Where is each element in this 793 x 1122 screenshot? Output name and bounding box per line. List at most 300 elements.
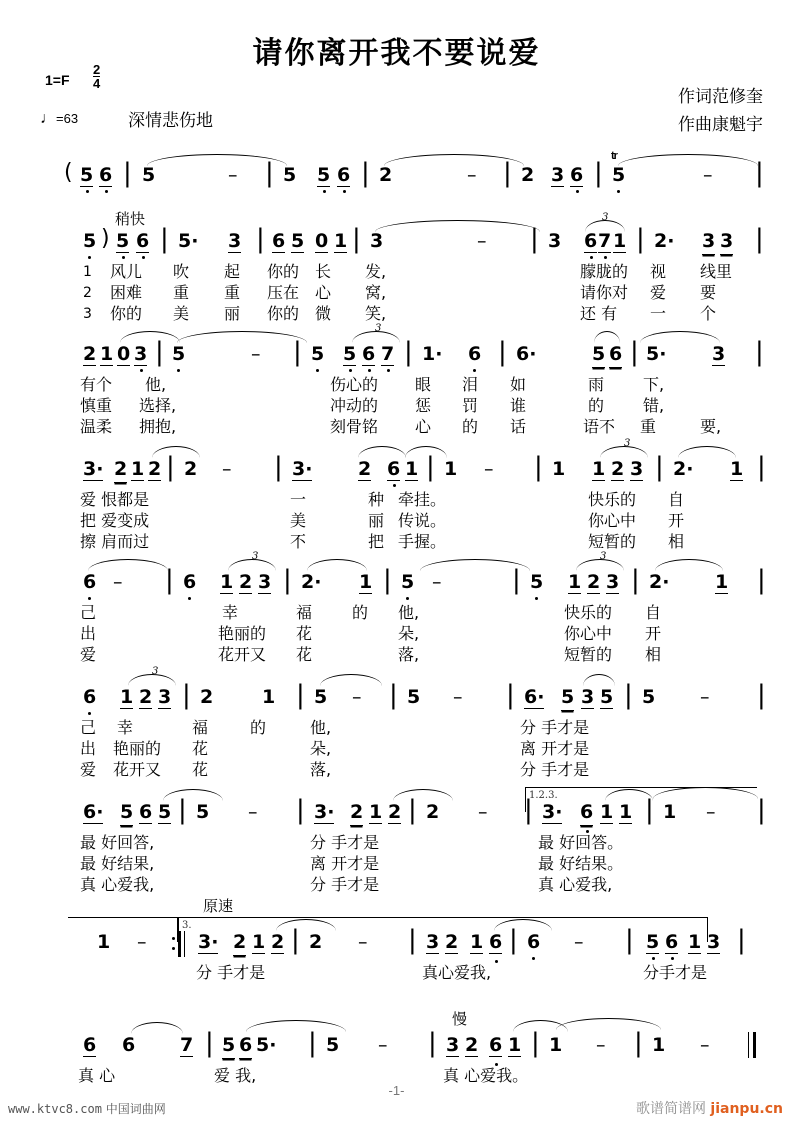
lyric-syllable: 幸 [222,603,239,622]
lyric-syllable: 牵挂。 [398,490,447,509]
note-token: 1· [422,343,443,365]
triplet-marking: 3 [252,551,259,562]
lyric-syllable: 话 [510,417,527,436]
note-token: 2 [114,460,127,483]
note-token: 6 [272,230,286,252]
note-token: – [222,458,232,480]
page-number: -1- [388,1083,405,1098]
octave-dot-low [576,190,579,193]
octave-dot-low [604,256,607,259]
lyric-syllable: 吹 [173,262,190,281]
lyric-syllable: 快乐的 [588,490,637,509]
note-token: 5· [178,230,199,252]
note-token: 5 [83,230,97,252]
lyric-syllable: 分 手才是 [520,718,590,737]
note-token: 3· [314,801,335,823]
system-line-5 [0,666,793,784]
lyric-syllable: 刻骨铭 [330,417,379,436]
lyric-syllable: 分 手才是 [196,963,266,982]
lyric-syllable: 压在 [267,283,300,302]
note-token: – [703,164,713,186]
octave-dot-low [473,369,476,372]
time-signature-denominator: 4 [93,76,101,91]
barline: | [503,158,512,188]
note-token: 3 [630,458,644,480]
note-token: 3 [370,230,384,252]
watermark-right-name: 歌谱简谱网 [635,1101,706,1117]
lyric-syllable: 雨 [588,375,605,394]
lyric-syllable: 真心爱我, [422,963,492,982]
barline: | [755,337,764,367]
note-row [0,323,793,375]
lyric-row [0,375,793,396]
octave-dot-low [671,957,674,960]
lyric-syllable: 分手才是 [643,963,708,982]
note-token: 5· [646,343,667,365]
lyric-syllable: 自 [645,603,662,622]
barline: | [512,565,521,595]
note-token: 1 [730,458,744,480]
verse-number: 1 [83,264,92,280]
note-token: 2 [139,686,153,708]
barline: | [155,337,164,367]
lyric-row [0,396,793,417]
note-token: 2 [233,933,246,956]
note-token: 2 [358,458,372,480]
slur [600,446,648,458]
octave-dot-low [122,256,125,259]
lyric-syllable: 丽 [224,304,241,323]
barline: | [631,565,640,595]
lyric-syllable: 一 [290,490,307,509]
watermark-left-domain: www.ktvc8.com [8,1102,102,1116]
octave-dot-low [88,597,91,600]
barline: | [428,1028,437,1058]
note-token: – [358,931,368,953]
lyric-syllable: 丽 [368,511,385,530]
lyric-syllable: 落, [310,760,332,779]
note-token: 3 [581,686,595,708]
note-token: 6 [83,1034,97,1056]
note-token: 1 [252,931,266,953]
lyric-syllable: 他, [398,603,420,622]
lyric-row [0,603,793,624]
octave-dot-low [188,597,191,600]
barline: | [757,565,766,595]
note-token: 5 [311,343,325,365]
lyric-syllable: 真 心 [78,1066,116,1085]
slur [375,220,540,232]
lyric-syllable: 花 [296,624,313,643]
watermark-right [636,1098,783,1118]
lyric-syllable: 朵, [398,624,420,643]
barline: | [737,925,746,955]
lyric-syllable: 把 爱变成 [80,511,150,530]
system-intro [0,150,793,206]
octave-dot-low [142,256,145,259]
lyric-syllable: 美 [290,511,307,530]
note-row [0,795,793,833]
lyric-syllable: 要 [700,283,717,302]
lyric-syllable: 眼 [415,375,432,394]
barline: | [182,680,191,710]
note-token: 1 [619,801,633,823]
lyric-syllable: 最 好结果, [80,854,155,873]
lyric-syllable: 选择, [139,396,177,415]
triplet-marking: 3 [602,212,609,223]
note-token: 3 [712,343,726,365]
lyric-syllable: 自 [668,490,685,509]
lyric-syllable: 分 手才是 [310,833,380,852]
lyric-syllable: 你的 [267,262,300,281]
lyric-syllable: 福 [296,603,313,622]
note-token: 6 [609,345,622,368]
note-token: 1 [220,571,234,593]
note-token: 2 [83,343,97,365]
lyric-syllable: 花 [296,645,313,664]
lyric-syllable: 爱 恨都是 [80,490,150,509]
octave-dot-low [140,369,143,372]
note-token: 2 [379,164,393,186]
note-token: – [113,571,123,593]
note-token: 1 [359,571,373,593]
note-token: 3 [707,931,721,953]
barline: | [408,795,417,825]
barline: | [274,452,283,482]
lyric-syllable: 的 [352,603,369,622]
final-barline-thin [748,1032,749,1058]
lyric-syllable: 你的 [110,304,143,323]
note-token: 6 [139,801,153,823]
note-token: 2 [521,164,535,186]
repeat-thin-line [184,931,185,957]
note-token: 1 [688,931,702,953]
lyric-syllable: 分 手才是 [310,875,380,894]
note-token: 3· [542,801,563,823]
lyric-row [0,718,793,739]
barline: | [283,565,292,595]
note-token: 2· [673,458,694,480]
lyric-syllable: 的 [462,417,479,436]
note-token: – [453,686,463,708]
lyric-syllable: 开 [645,624,662,643]
time-signature [93,63,100,90]
note-token: 5 [283,164,297,186]
note-token: 1 [100,343,114,365]
note-token: 1 [568,571,582,593]
note-token: 6· [516,343,537,365]
barline: | [755,158,764,188]
triplet-marking: 3 [375,323,382,334]
note-token: – [251,343,261,365]
lyric-row [0,739,793,760]
lyric-syllable: 花开又 [113,760,162,779]
note-token: 6· [83,801,104,823]
note-token: 6 [337,164,351,186]
note-token: 1 [715,571,729,593]
barline: | [165,565,174,595]
repeat-dot [172,947,175,950]
lyric-row [0,417,793,438]
lyric-syllable: 伤心的 [330,375,379,394]
note-token: 2· [649,571,670,593]
slur [655,559,723,571]
note-token: – [352,686,362,708]
note-token: 5 [291,230,305,252]
barline: | [531,1028,540,1058]
lyric-syllable: 冲动的 [330,396,379,415]
lyric-syllable: 离 开才是 [310,854,380,873]
slur [358,446,406,458]
note-token: 5 [530,571,544,593]
note-token: 3 [446,1034,460,1056]
note-token: 1 [405,458,419,480]
octave-dot-low [88,712,91,715]
quarter-note-icon: ♩ [40,110,56,127]
barline: | [256,224,265,254]
note-token: 5 [343,343,357,365]
octave-dot-low [343,190,346,193]
lyric-syllable: 风儿 [110,262,143,281]
note-token: 5 [407,686,421,708]
note-token: 3 [702,232,715,255]
lyric-row [0,833,793,854]
note-token: 5 [120,803,133,826]
note-token: – [484,458,494,480]
note-token: 2 [239,571,253,593]
lyric-syllable: 心 [315,283,332,302]
lyric-syllable: 他, [145,375,167,394]
lyric-row [0,511,793,532]
slur [352,331,400,343]
lyric-syllable: 请你对 [580,283,629,302]
lyric-syllable: 罚 [462,396,479,415]
barline: | [160,224,169,254]
lyric-syllable: 幸 [117,718,134,737]
note-token: ) [101,226,110,251]
note-token: 5 [116,230,130,252]
lyric-syllable: 的 [588,396,605,415]
note-token: 1 [592,458,606,480]
watermark-left [8,1100,166,1117]
lyric-syllable: 爱 我, [214,1066,257,1085]
note-token: 6 [489,1034,503,1056]
lyric-syllable: 慎重 [80,396,113,415]
barline: | [530,224,539,254]
note-token: – [477,230,487,252]
note-token: 6 [239,1036,252,1059]
system-line-6 [0,790,793,899]
note-token: 2 [426,801,440,823]
lyric-row [0,963,793,984]
barline: | [178,795,187,825]
note-token: ( [64,160,73,185]
note-token: 2· [301,571,322,593]
octave-dot-low [617,190,620,193]
note-token: 1 [120,686,134,708]
note-token: 1 [613,230,627,252]
note-token: 6 [99,164,113,186]
note-token: 2 [148,458,162,480]
composer-credit: 作曲康魁宇 [678,115,763,135]
tempo-marking [40,110,78,128]
system-line-3 [0,438,793,556]
repeat-dot [172,937,175,940]
note-token: 3 [158,686,172,708]
barline: | [645,795,654,825]
lyric-syllable: 朦胧的 [580,262,629,281]
note-token: 2 [309,931,323,953]
note-token: 6 [584,230,598,252]
note-token: – [700,1034,710,1056]
barline: | [509,925,518,955]
lyric-syllable: 花开又 [218,645,267,664]
note-token: 2 [388,801,402,823]
note-token: – [228,164,238,186]
lyric-syllable: 发, [365,262,387,281]
note-token: 6 [527,931,541,953]
note-token: 1 [97,931,111,953]
note-row [0,1028,793,1066]
lyric-row [0,875,793,896]
barline: | [404,337,413,367]
note-token: 3 [426,931,440,953]
lyric-syllable: 有个 [80,375,113,394]
note-token: 7 [180,1034,194,1056]
note-token: 2 [350,803,363,826]
lyric-row [0,760,793,781]
note-token: 6 [83,686,97,708]
barline: | [205,1028,214,1058]
note-token: 3 [228,230,242,252]
lyric-syllable: 传说。 [398,511,447,530]
lyric-row [0,262,793,283]
key-signature: 1=F [45,72,70,88]
note-token: 7 [598,230,612,252]
lyric-syllable: 他, [310,718,332,737]
lyric-row [0,532,793,553]
barline: | [498,337,507,367]
note-token: 3· [83,458,104,480]
barline: | [524,795,533,825]
tempo-change-marking: 稍快 [115,210,146,228]
octave-dot-low [652,957,655,960]
note-token: 6 [468,343,482,365]
barline: | [408,925,417,955]
note-token: 3 [258,571,272,593]
lyric-syllable: 手握。 [398,532,447,551]
note-token: 1 [369,801,383,823]
lyric-syllable: 出 [80,624,97,643]
barline: | [506,680,515,710]
note-token: 6 [183,571,197,593]
slur [163,789,223,801]
note-token: 5 [196,801,210,823]
octave-dot-low [316,369,319,372]
lyric-row [0,490,793,511]
barline: | [636,224,645,254]
lyric-syllable: 最 好回答。 [538,833,624,852]
slur [128,674,176,686]
expression-marking: 深情悲伤地 [128,111,213,131]
lyric-syllable: 最 好结果。 [538,854,624,873]
lyric-row [0,283,793,304]
repeat-thick-line [178,931,181,957]
note-token: 5 [600,686,614,708]
note-token: – [700,686,710,708]
system-line-7 [0,897,793,995]
lyric-syllable: 要, [700,417,722,436]
tempo-value: 63 [63,111,79,126]
slur [583,674,615,686]
slur [228,559,276,571]
note-token: 5 [401,571,415,593]
lyric-syllable: 错, [643,396,665,415]
note-token: 5 [158,801,172,823]
note-token: 2· [654,230,675,252]
barline: | [624,680,633,710]
lyric-syllable: 你心中 [588,511,637,530]
note-token: 5 [612,164,626,186]
lyric-syllable: 你心中 [564,624,613,643]
lyric-syllable: 离 开才是 [520,739,590,758]
note-token: 6 [570,164,584,186]
slur [88,559,168,571]
watermark-left-name: 中国词曲网 [105,1102,166,1116]
note-token: 3 [551,164,565,186]
slur [678,446,736,458]
slur [594,331,620,343]
lyric-syllable: 泪 [462,375,479,394]
note-token: 6· [524,686,545,708]
lyric-syllable: 艳丽的 [218,624,267,643]
octave-dot-low [393,484,396,487]
note-token: – [432,571,442,593]
lyric-syllable: 不 [290,532,307,551]
barline: | [594,158,603,188]
octave-dot-low [532,957,535,960]
lyric-syllable: 心 [415,417,432,436]
lyric-syllable: 花 [192,760,209,779]
note-token: 6 [122,1034,136,1056]
note-token: 2 [611,458,625,480]
note-token: 1 [262,686,276,708]
slur [618,154,758,166]
lyric-syllable: 线里 [700,262,733,281]
final-double-barline [748,1032,760,1058]
barline: | [757,680,766,710]
note-token: 1 [549,1034,563,1056]
lyric-syllable: 困难 [110,283,143,302]
note-token: 3 [720,232,733,255]
barline: | [123,158,132,188]
note-token: 3· [292,458,313,480]
note-token: 2 [587,571,601,593]
final-barline-thick [753,1032,756,1058]
lyric-syllable: 拥抱, [139,417,177,436]
note-token: 2 [200,686,214,708]
lyric-syllable: 美 [173,304,190,323]
note-token: 1 [552,458,566,480]
barline: | [352,224,361,254]
slur [152,446,200,458]
note-token: 1 [444,458,458,480]
lyric-syllable: 相 [668,532,685,551]
page-title: 请你离开我不要说爱 [252,36,541,71]
note-token: 1 [131,458,145,480]
lyric-syllable: 笑, [365,304,387,323]
note-row [0,925,793,963]
